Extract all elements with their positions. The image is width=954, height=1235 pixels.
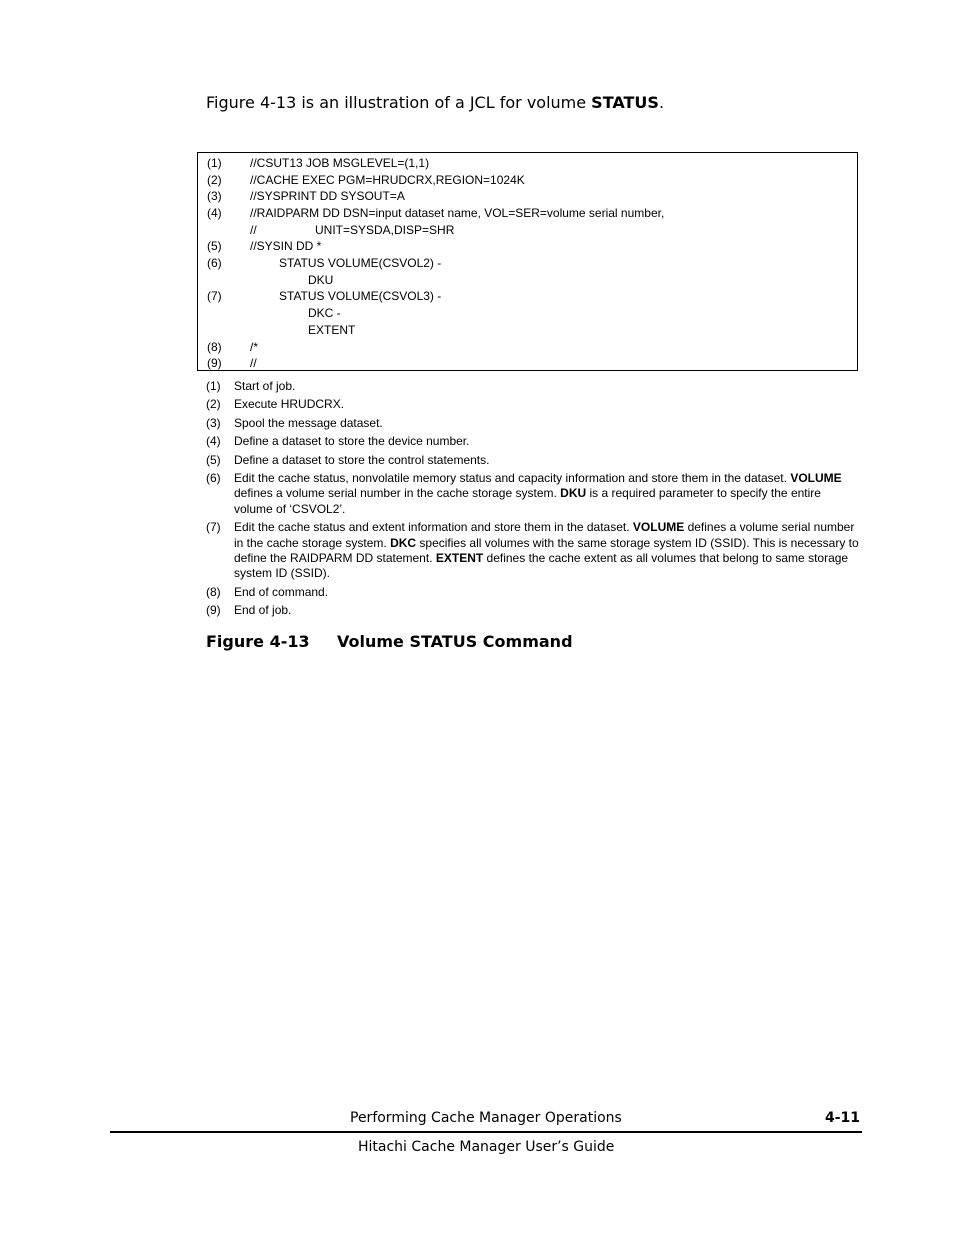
code-line-number: (1) xyxy=(207,156,222,170)
footer-section-title: Performing Cache Manager Operations xyxy=(350,1110,622,1126)
code-line-text: STATUS VOLUME(CSVOL3) - xyxy=(279,289,442,303)
keyword-extent: EXTENT xyxy=(435,551,484,566)
note-text: Define a dataset to store the control statements. xyxy=(234,452,490,467)
note-text-part: Edit the cache status, nonvolatile memory status and capacity information and store them in the dataset. xyxy=(234,471,791,486)
code-line-text: // xyxy=(250,223,257,237)
note-number: (2) xyxy=(206,397,221,412)
list-item xyxy=(206,434,862,449)
note-text-part: is a required parameter to specify the entire volume of ‘CSVOL2’. xyxy=(234,486,821,516)
list-item xyxy=(206,585,862,600)
note-text-part: defines a volume serial number in the cache storage system. xyxy=(234,520,855,550)
note-number: (5) xyxy=(206,452,221,467)
intro-suffix: . xyxy=(658,93,665,112)
code-line xyxy=(198,172,857,188)
code-line-text: UNIT=SYSDA,DISP=SHR xyxy=(315,223,455,237)
code-line xyxy=(198,288,857,304)
note-number: (4) xyxy=(206,434,221,449)
code-line-number: (2) xyxy=(207,172,222,187)
note-number: (9) xyxy=(206,603,221,618)
note-text-part: specifies all volumes with the same storage system ID (SSID). This is necessary to define the RAIDPARM DD statement. xyxy=(234,535,859,566)
code-line-number: (6) xyxy=(207,256,222,270)
code-line xyxy=(198,222,857,238)
jcl-code-box xyxy=(197,152,858,371)
note-text: End of job. xyxy=(234,603,292,618)
code-line xyxy=(198,272,857,288)
note-text: End of command. xyxy=(234,584,329,599)
code-line-text: //SYSPRINT DD SYSOUT=A xyxy=(250,189,405,203)
note-number: (1) xyxy=(206,379,221,393)
code-line xyxy=(198,205,857,221)
code-line xyxy=(198,339,857,355)
code-line-text: //CSUT13 JOB MSGLEVEL=(1,1) xyxy=(250,156,430,170)
note-text: Define a dataset to store the device number. xyxy=(234,434,470,449)
list-item xyxy=(206,453,862,468)
list-item xyxy=(206,471,862,517)
list-item xyxy=(206,397,862,412)
note-text: Execute HRUDCRX. xyxy=(234,397,345,412)
footer-divider xyxy=(110,1131,862,1133)
figure-label: Figure 4-13 xyxy=(206,632,310,651)
footer-page-number: 4-11 xyxy=(824,1110,860,1126)
intro-bold-status: STATUS xyxy=(591,93,659,112)
code-line-number: (7) xyxy=(207,289,222,303)
note-text-part: Edit the cache status and extent information and store them in the dataset. xyxy=(234,520,633,535)
code-line xyxy=(198,322,857,338)
list-item xyxy=(206,603,862,618)
code-line xyxy=(198,305,857,321)
note-text xyxy=(234,520,862,582)
code-line xyxy=(198,155,857,171)
keyword-dkc: DKC xyxy=(390,535,417,550)
intro-text: Figure 4-13 is an illustration of a JCL for volume xyxy=(206,93,592,112)
code-line-number: (8) xyxy=(207,340,222,354)
code-line-text: DKU xyxy=(308,273,334,287)
code-line xyxy=(198,238,857,254)
figure-caption xyxy=(206,632,573,652)
code-line-text: EXTENT xyxy=(308,323,356,337)
code-line-text: DKC - xyxy=(308,306,341,320)
code-line xyxy=(198,188,857,204)
note-text xyxy=(234,471,862,517)
note-text-part: defines a volume serial number in the cache storage system. xyxy=(234,486,561,501)
code-line-text: //RAIDPARM DD DSN=input dataset name, VOL=SER=volume serial number, xyxy=(250,206,665,220)
intro-paragraph xyxy=(206,93,664,113)
code-line-number: (5) xyxy=(207,239,222,253)
code-line-text: /* xyxy=(250,340,259,354)
note-number: (3) xyxy=(206,415,221,430)
keyword-dku: DKU xyxy=(560,486,587,501)
list-item xyxy=(206,379,862,394)
code-line-number: (9) xyxy=(207,356,222,370)
figure-title: Volume STATUS Command xyxy=(337,632,573,651)
code-line xyxy=(198,255,857,271)
notes-list xyxy=(206,379,862,622)
note-text: Spool the message dataset. xyxy=(234,415,383,430)
code-line-number: (4) xyxy=(207,206,222,220)
code-line xyxy=(198,355,857,371)
note-text-part: defines the cache extent as all volumes that belong to same storage system ID (SSID). xyxy=(234,551,849,581)
keyword-volume: VOLUME xyxy=(632,520,685,535)
footer-guide-title: Hitachi Cache Manager User’s Guide xyxy=(358,1139,615,1155)
code-line-text: //CACHE EXEC PGM=HRUDCRX,REGION=1024K xyxy=(250,172,525,187)
note-number: (8) xyxy=(206,584,221,599)
code-line-number: (3) xyxy=(207,189,222,203)
note-text: Start of job. xyxy=(234,379,296,393)
list-item xyxy=(206,416,862,431)
code-line-text: // xyxy=(250,356,257,370)
code-line-text: STATUS VOLUME(CSVOL2) - xyxy=(279,256,442,270)
code-line-text: //SYSIN DD * xyxy=(250,239,322,253)
note-number: (6) xyxy=(206,471,221,486)
keyword-volume: VOLUME xyxy=(790,471,842,486)
note-number: (7) xyxy=(206,520,221,535)
list-item xyxy=(206,520,862,582)
